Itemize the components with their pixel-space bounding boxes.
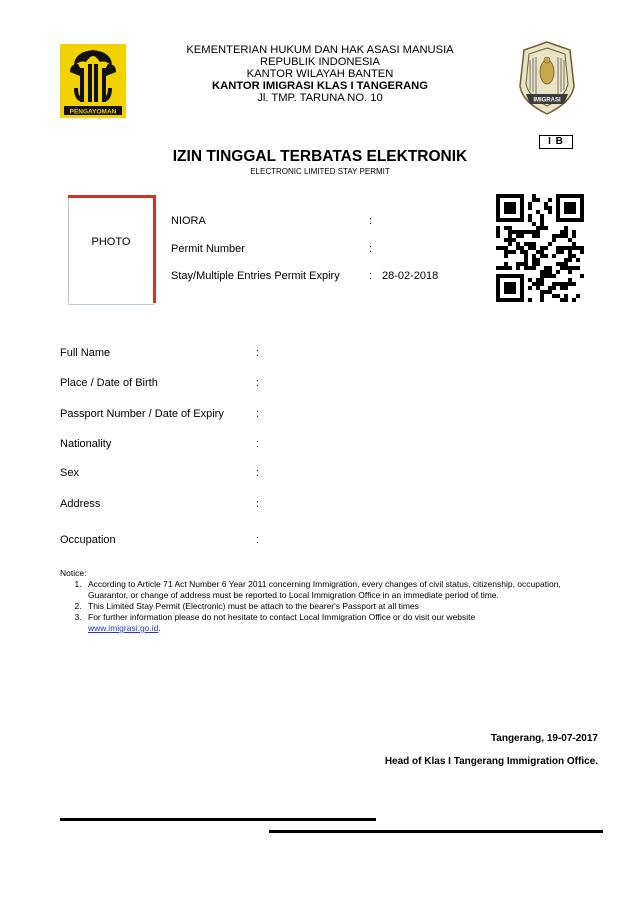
- sex-colon: :: [256, 467, 260, 479]
- full-name-label: Full Name: [60, 347, 111, 359]
- document-subtitle: ELECTRONIC LIMITED STAY PERMIT: [250, 167, 390, 176]
- footer-divider-left: [60, 818, 376, 821]
- qr-code: [496, 194, 584, 302]
- nationality-colon: :: [256, 438, 260, 450]
- niora-label: NIORA: [171, 215, 206, 227]
- photo-frame: [68, 195, 154, 305]
- permit-number-colon: :: [369, 243, 373, 255]
- header-country: REPUBLIK INDONESIA: [260, 56, 380, 68]
- sex-label: Sex: [60, 467, 79, 479]
- notice-item-text: For further information please do not hesitate to contact Local Immigration Office or do visit our website: [88, 612, 476, 622]
- header-ministry: KEMENTERIAN HUKUM DAN HAK ASASI MANUSIA: [186, 44, 454, 56]
- passport-label: Passport Number / Date of Expiry: [60, 408, 224, 420]
- website-suffix: .: [158, 623, 161, 633]
- header-address: Jl. TMP. TARUNA NO. 10: [257, 92, 383, 104]
- address-colon: :: [256, 498, 260, 510]
- address-label: Address: [60, 498, 101, 510]
- website-link[interactable]: www.imigrasi.go.id: [88, 623, 159, 633]
- nationality-label: Nationality: [60, 438, 112, 450]
- footer-divider-right: [269, 830, 603, 833]
- logo-right-text: IMIGRASI: [533, 97, 561, 104]
- header-regional-office: KANTOR WILAYAH BANTEN: [246, 68, 394, 80]
- document-title: IZIN TINGGAL TERBATAS ELEKTRONIK: [172, 148, 468, 165]
- logo-left-text: PENGAYOMAN: [69, 108, 117, 116]
- occupation-label: Occupation: [60, 534, 116, 546]
- permit-expiry-value: 28-02-2018: [382, 270, 439, 282]
- occupation-colon: :: [256, 534, 260, 546]
- notice-list: [60, 579, 580, 634]
- head-office-title: Head of Klas I Tangerang Immigration Office.: [384, 756, 598, 767]
- full-name-colon: :: [256, 347, 260, 359]
- place-date: Tangerang, 19-07-2017: [490, 733, 598, 744]
- permit-expiry-colon: :: [369, 270, 373, 282]
- notice-item: [84, 612, 580, 634]
- photo-label: PHOTO: [91, 236, 131, 248]
- permit-number-label: Permit Number: [171, 243, 245, 255]
- header-immigration-office: KANTOR IMIGRASI KLAS I TANGERANG: [212, 80, 428, 92]
- permit-type-badge: I B: [539, 135, 573, 149]
- notice-heading: Notice:: [60, 568, 87, 578]
- immigration-emblem: [518, 40, 576, 116]
- notice-item: 2. This Limited Stay Permit (Electronic) must be attach to the bearer's Passport at all times: [84, 601, 580, 612]
- birth-colon: :: [256, 377, 260, 389]
- notice-item: 1. According to Article 71 Act Number 6 Year 2011 concerning Immigration, every changes of civil status, citizenship, occupation, Guarantor, or change of address must be reported to Local Immigration Office in an immediate period of time.: [84, 579, 580, 601]
- notice-section: [60, 568, 580, 634]
- passport-colon: :: [256, 408, 260, 420]
- birth-label: Place / Date of Birth: [60, 377, 158, 389]
- ministry-logo: [60, 44, 126, 118]
- niora-colon: :: [369, 215, 373, 227]
- permit-expiry-label: Stay/Multiple Entries Permit Expiry: [171, 270, 340, 282]
